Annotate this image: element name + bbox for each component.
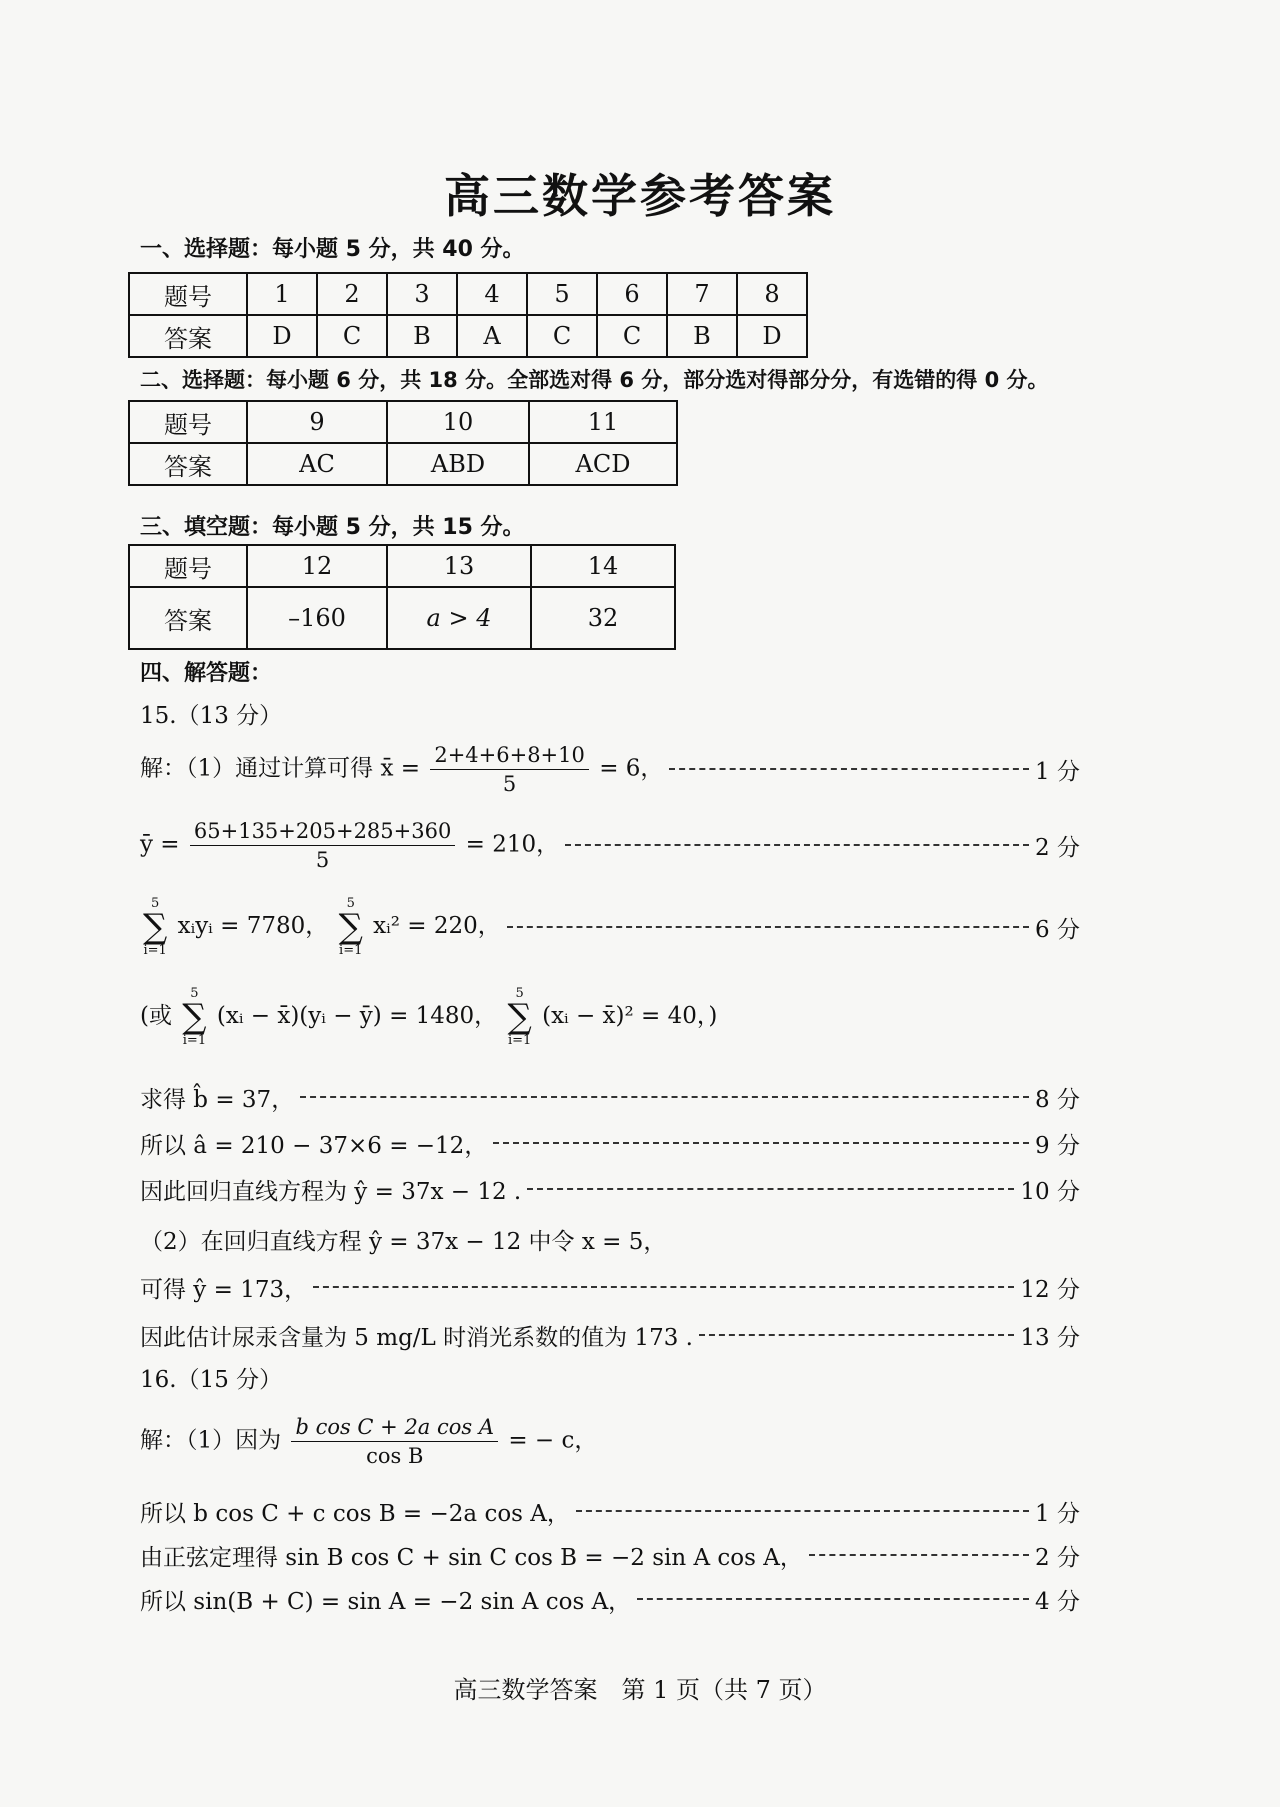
- dash-leader: [809, 1554, 1029, 1556]
- dash-leader: [493, 1142, 1029, 1144]
- section1-table: [128, 272, 808, 358]
- dash-leader: [637, 1598, 1029, 1600]
- fraction: $\frac{\text{b cos C + 2a cos A}}{\text{cos B}}$: [291, 1413, 498, 1470]
- dash-leader: [576, 1510, 1029, 1512]
- q16-l1-result: = − c，: [508, 1427, 598, 1453]
- table-cell: 3: [387, 273, 457, 315]
- section3-heading: 三、填空题：每小题 5 分，共 15 分。: [140, 515, 525, 540]
- section4-heading: 四、解答题：: [140, 661, 273, 686]
- table-row: [129, 401, 677, 443]
- table-cell: –160: [247, 587, 387, 649]
- q16-l1-prefix: 解：（1）因为: [140, 1427, 282, 1453]
- q16-label: 16.（15 分）: [140, 1366, 283, 1393]
- table-cell: 7: [667, 273, 737, 315]
- score: 1 分: [1035, 758, 1080, 785]
- table-cell: B: [667, 315, 737, 357]
- score: 12 分: [1020, 1276, 1080, 1303]
- table-cell: 9: [247, 401, 387, 443]
- section1-heading: 一、选择题：每小题 5 分，共 40 分。: [140, 237, 525, 262]
- table-cell: ABD: [387, 443, 529, 485]
- table-cell: 5: [527, 273, 597, 315]
- fraction: $\frac{2+4+6+8+10}{5}$: [430, 741, 589, 798]
- score: 8 分: [1035, 1086, 1080, 1113]
- table-row: [129, 443, 677, 485]
- score: 9 分: [1035, 1132, 1080, 1159]
- table-cell: C: [317, 315, 387, 357]
- table-cell: 14: [531, 545, 675, 587]
- table-cell: a > 4: [387, 587, 531, 649]
- q15-l1-result: = 6，: [599, 755, 664, 781]
- sigma-symbol: 5 ∑ i=1: [507, 986, 532, 1048]
- q16-line-3: 由正弦定理得 sin B cos C + sin C cos B = −2 sin A cos A， 2 分: [140, 1538, 1080, 1572]
- table-cell: 1: [247, 273, 317, 315]
- table-cell: 32: [531, 587, 675, 649]
- row-label: 答案: [129, 443, 247, 485]
- q15-line-9: 可得 ŷ = 173， 12 分: [140, 1270, 1080, 1304]
- section2-table: [128, 400, 678, 486]
- dash-leader: [527, 1188, 1014, 1190]
- dash-leader: [565, 844, 1029, 846]
- row-label: 答案: [129, 587, 247, 649]
- section3-table: [128, 544, 676, 650]
- fraction: $\frac{65+135+205+285+360}{5}$: [190, 817, 455, 874]
- q16-line-1: [140, 1414, 1080, 1468]
- score: 2 分: [1035, 1544, 1080, 1571]
- table-cell: 4: [457, 273, 527, 315]
- score: 6 分: [1035, 916, 1080, 943]
- dash-leader: [507, 926, 1029, 928]
- section2-heading: 二、选择题：每小题 6 分，共 18 分。全部选对得 6 分，部分选对得部分分，有选错的得 0 分。: [140, 368, 1049, 392]
- q15-l1-prefix: 解：（1）通过计算可得: [140, 755, 374, 781]
- q15-l3-b: xᵢ² = 220，: [373, 913, 501, 939]
- table-cell: 12: [247, 545, 387, 587]
- table-cell: 11: [529, 401, 677, 443]
- table-cell: C: [527, 315, 597, 357]
- page-title: 高三数学参考答案: [444, 169, 836, 223]
- table-cell: 13: [387, 545, 531, 587]
- table-cell: 8: [737, 273, 807, 315]
- dash-leader: [313, 1286, 1014, 1288]
- q15-line-2: [140, 818, 1080, 872]
- q15-line-1: [140, 742, 1080, 796]
- score: 13 分: [1020, 1324, 1080, 1351]
- dash-leader: [669, 768, 1029, 770]
- q15-line-8: （2）在回归直线方程 ŷ = 37x − 12 中令 x = 5，: [140, 1228, 667, 1255]
- q15-l4-open: (或: [140, 1003, 172, 1029]
- q16-line-2: 所以 b cos C + c cos B = −2a cos A， 1 分: [140, 1494, 1080, 1528]
- table-cell: A: [457, 315, 527, 357]
- q15-l2-ybar: ȳ =: [140, 831, 180, 857]
- table-cell: 10: [387, 401, 529, 443]
- table-cell: D: [247, 315, 317, 357]
- dash-leader: [300, 1096, 1029, 1098]
- sigma-symbol: 5 ∑ i=1: [182, 986, 207, 1048]
- table-cell: B: [387, 315, 457, 357]
- q15-line-3: [140, 896, 1080, 958]
- score: 4 分: [1035, 1588, 1080, 1615]
- q15-l2-result: = 210，: [465, 831, 560, 857]
- sigma-symbol: 5 ∑ i=1: [143, 896, 168, 958]
- table-row: [129, 587, 675, 649]
- row-label: 题号: [129, 545, 247, 587]
- row-label: 题号: [129, 401, 247, 443]
- row-label: 题号: [129, 273, 247, 315]
- q15-line-4: [140, 986, 1080, 1048]
- table-row: [129, 545, 675, 587]
- q15-l3-a: xᵢyᵢ = 7780，: [177, 913, 329, 939]
- table-cell: 2: [317, 273, 387, 315]
- q15-line-7: 因此回归直线方程为 ŷ = 37x − 12 . 10 分: [140, 1172, 1080, 1206]
- q15-line-6: 所以 â = 210 − 37×6 = −12， 9 分: [140, 1126, 1080, 1160]
- page-footer: 高三数学答案 第 1 页（共 7 页）: [453, 1676, 827, 1704]
- q15-l4-a: (xᵢ − x̄)(yᵢ − ȳ) = 1480，: [216, 1003, 498, 1029]
- table-cell: ACD: [529, 443, 677, 485]
- table-row: [129, 315, 807, 357]
- q15-l1-xbar: x̄ =: [380, 755, 421, 781]
- table-cell: 6: [597, 273, 667, 315]
- q16-line-4: 所以 sin(B + C) = sin A = −2 sin A cos A， 4 分: [140, 1582, 1080, 1616]
- table-cell: C: [597, 315, 667, 357]
- q15-l4-b: (xᵢ − x̄)² = 40，): [542, 1003, 718, 1029]
- score: 10 分: [1020, 1178, 1080, 1205]
- table-row: [129, 273, 807, 315]
- dash-leader: [699, 1334, 1014, 1336]
- q15-label: 15.（13 分）: [140, 702, 283, 729]
- sigma-symbol: 5 ∑ i=1: [338, 896, 363, 958]
- q15-line-5: 求得 b̂ = 37， 8 分: [140, 1080, 1080, 1114]
- row-label: 答案: [129, 315, 247, 357]
- score: 1 分: [1035, 1500, 1080, 1527]
- q15-line-10: 因此估计尿汞含量为 5 mg/L 时消光系数的值为 173 . 13 分: [140, 1318, 1080, 1352]
- table-cell: D: [737, 315, 807, 357]
- score: 2 分: [1035, 834, 1080, 861]
- table-cell: AC: [247, 443, 387, 485]
